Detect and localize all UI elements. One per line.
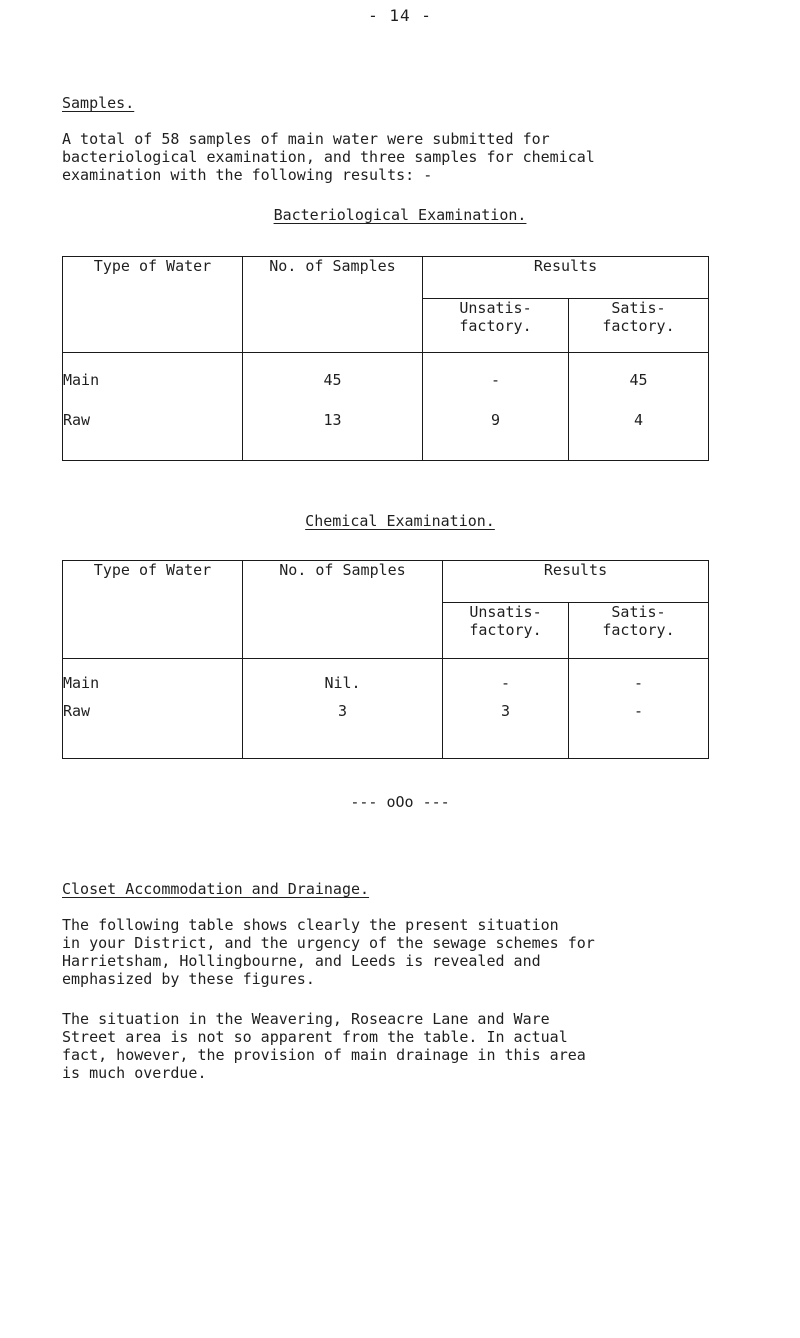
column-header-type: Type of Water <box>63 561 243 659</box>
table-cell: Main <box>63 371 100 389</box>
type-column <box>63 659 243 759</box>
column-header-unsatisfactory: Unsatis- factory. <box>423 299 569 353</box>
column-header-results: Results <box>423 257 709 299</box>
samples-heading: Samples. <box>62 94 135 112</box>
type-column <box>63 353 243 461</box>
table-cell: - <box>500 674 511 692</box>
table-cell: Nil. <box>324 674 361 692</box>
table-cell: - <box>633 702 644 720</box>
column-header-samples: No. of Samples <box>243 257 423 353</box>
samples-column <box>243 659 443 759</box>
column-header-samples: No. of Samples <box>243 561 443 659</box>
chemical-table <box>62 560 709 759</box>
unsatisfactory-column <box>423 353 569 461</box>
samples-column <box>243 353 423 461</box>
closet-paragraph-1: The following table shows clearly the present situation in your District, and the urgency of the sewage schemes for Harrietsham, Hollingbourne, and Leeds is revealed and emphasized by these figures. <box>62 916 595 988</box>
column-header-satisfactory: Satis- factory. <box>569 299 709 353</box>
column-header-type: Type of Water <box>63 257 243 353</box>
table-cell: 13 <box>323 411 342 429</box>
column-header-satisfactory: Satis- factory. <box>569 603 709 659</box>
table-cell: 9 <box>490 411 501 429</box>
table-cell: Raw <box>63 702 91 720</box>
unsatisfactory-column <box>443 659 569 759</box>
section-separator: --- oOo --- <box>350 793 450 811</box>
closet-heading: Closet Accommodation and Drainage. <box>62 880 370 898</box>
table-cell: 45 <box>323 371 342 389</box>
table-cell: 3 <box>500 702 511 720</box>
table-cell: - <box>490 371 501 389</box>
column-header-unsatisfactory: Unsatis- factory. <box>443 603 569 659</box>
page-number: - 14 - <box>368 6 432 25</box>
closet-paragraph-2: The situation in the Weavering, Roseacre Lane and Ware Street area is not so apparent from the table. In actual fact, however, the provision of main drainage in this area is much overdue. <box>62 1010 586 1082</box>
intro-paragraph: A total of 58 samples of main water were submitted for bacteriological examination, and three samples for chemical examination with the following results: - <box>62 130 595 184</box>
table-cell: 45 <box>629 371 648 389</box>
bacteriological-table <box>62 256 709 461</box>
table-cell: Raw <box>63 411 91 429</box>
satisfactory-column <box>569 353 709 461</box>
table-cell: 4 <box>633 411 644 429</box>
table-cell: Main <box>63 674 100 692</box>
table-cell: 3 <box>337 702 348 720</box>
column-header-results: Results <box>443 561 709 603</box>
chemical-heading: Chemical Examination. <box>305 512 495 530</box>
bacteriological-heading: Bacteriological Examination. <box>273 206 527 224</box>
satisfactory-column <box>569 659 709 759</box>
table-cell: - <box>633 674 644 692</box>
